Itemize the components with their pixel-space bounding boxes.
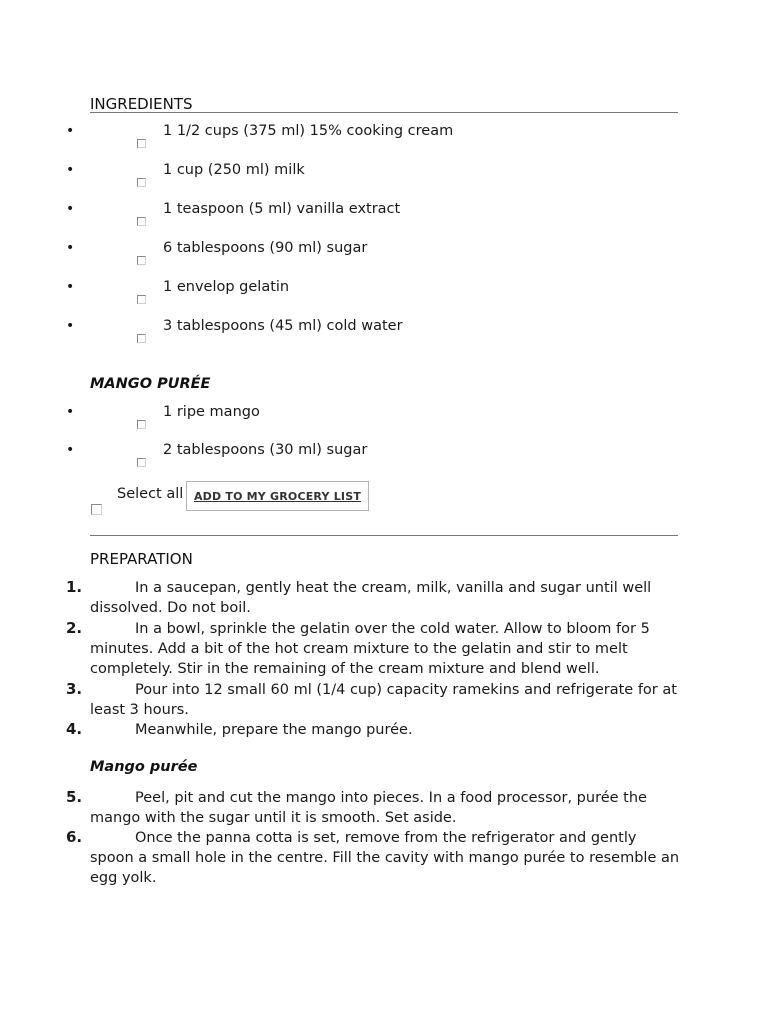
ingredient-item: [0, 240, 768, 278]
ingredient-label: 1 1/2 cups (375 ml) 15% cooking cream: [163, 123, 454, 139]
step-text: Pour into 12 small 60 ml (1/4 cup) capacity ramekins and refrigerate for at least 3 hours.: [90, 682, 677, 718]
ingredient-checkbox[interactable]: [137, 139, 146, 148]
ingredient-label: 2 tablespoons (30 ml) sugar: [163, 442, 368, 458]
step-text: In a saucepan, gently heat the cream, milk, vanilla and sugar until well dissolved. Do not boil.: [90, 580, 652, 616]
step-number: 2.: [66, 619, 83, 637]
ingredient-item: [0, 318, 768, 356]
ingredient-item: [0, 442, 768, 480]
ingredient-checkbox[interactable]: [137, 334, 146, 343]
step-text: Once the panna cotta is set, remove from the refrigerator and gently spoon a small hole in the centre. Fill the cavity with mango purée to resemble an egg yolk.: [90, 830, 680, 886]
step-number: 4.: [66, 720, 83, 738]
bullet-icon: •: [66, 404, 75, 420]
step-text: In a bowl, sprinkle the gelatin over the cold water. Allow to bloom for 5 minutes. Add a bit of the hot cream mixture to the gelatin and stir to melt completely. Stir in the remaining of the cream mixture and blend well.: [90, 621, 650, 677]
step-text: Meanwhile, prepare the mango purée.: [135, 722, 413, 738]
bullet-icon: •: [66, 201, 75, 217]
step-number: 5.: [66, 788, 83, 806]
preparation-divider: [90, 535, 678, 536]
bullet-icon: •: [66, 240, 75, 256]
bullet-icon: •: [66, 162, 75, 178]
ingredient-label: 1 ripe mango: [163, 404, 260, 420]
ingredient-item: [0, 201, 768, 239]
step-number: 3.: [66, 680, 83, 698]
ingredient-checkbox[interactable]: [137, 458, 146, 467]
bullet-icon: •: [66, 123, 75, 139]
ingredient-label: 1 teaspoon (5 ml) vanilla extract: [163, 201, 401, 217]
ingredient-checkbox[interactable]: [137, 178, 146, 187]
bullet-icon: •: [66, 318, 75, 334]
ingredient-item: [0, 404, 768, 442]
preparation-heading: PREPARATION: [90, 550, 193, 568]
ingredient-item: [0, 279, 768, 317]
ingredients-heading: INGREDIENTS: [90, 95, 193, 113]
ingredient-label: 6 tablespoons (90 ml) sugar: [163, 240, 368, 256]
ingredients-divider: [90, 112, 678, 113]
select-all-row: [0, 480, 768, 520]
add-to-grocery-list-button[interactable]: ADD TO MY GROCERY LIST: [186, 481, 369, 511]
mango-puree-prep-heading: Mango purée: [90, 759, 198, 775]
bullet-icon: •: [66, 442, 75, 458]
step-number: 6.: [66, 828, 83, 846]
select-all-label: Select all: [117, 486, 184, 502]
ingredient-checkbox[interactable]: [137, 295, 146, 304]
ingredient-checkbox[interactable]: [137, 256, 146, 265]
ingredient-checkbox[interactable]: [137, 217, 146, 226]
ingredient-item: [0, 162, 768, 200]
step-text: Peel, pit and cut the mango into pieces. In a food processor, purée the mango with the sugar until it is smooth. Set aside.: [90, 790, 647, 826]
ingredient-label: 1 envelop gelatin: [163, 279, 290, 295]
bullet-icon: •: [66, 279, 75, 295]
ingredient-item: [0, 123, 768, 161]
mango-puree-heading: MANGO PURÉE: [90, 376, 211, 392]
step-number: 1.: [66, 578, 83, 596]
ingredient-label: 1 cup (250 ml) milk: [163, 162, 305, 178]
ingredient-label: 3 tablespoons (45 ml) cold water: [163, 318, 403, 334]
ingredient-checkbox[interactable]: [137, 420, 146, 429]
select-all-checkbox[interactable]: [91, 504, 102, 515]
